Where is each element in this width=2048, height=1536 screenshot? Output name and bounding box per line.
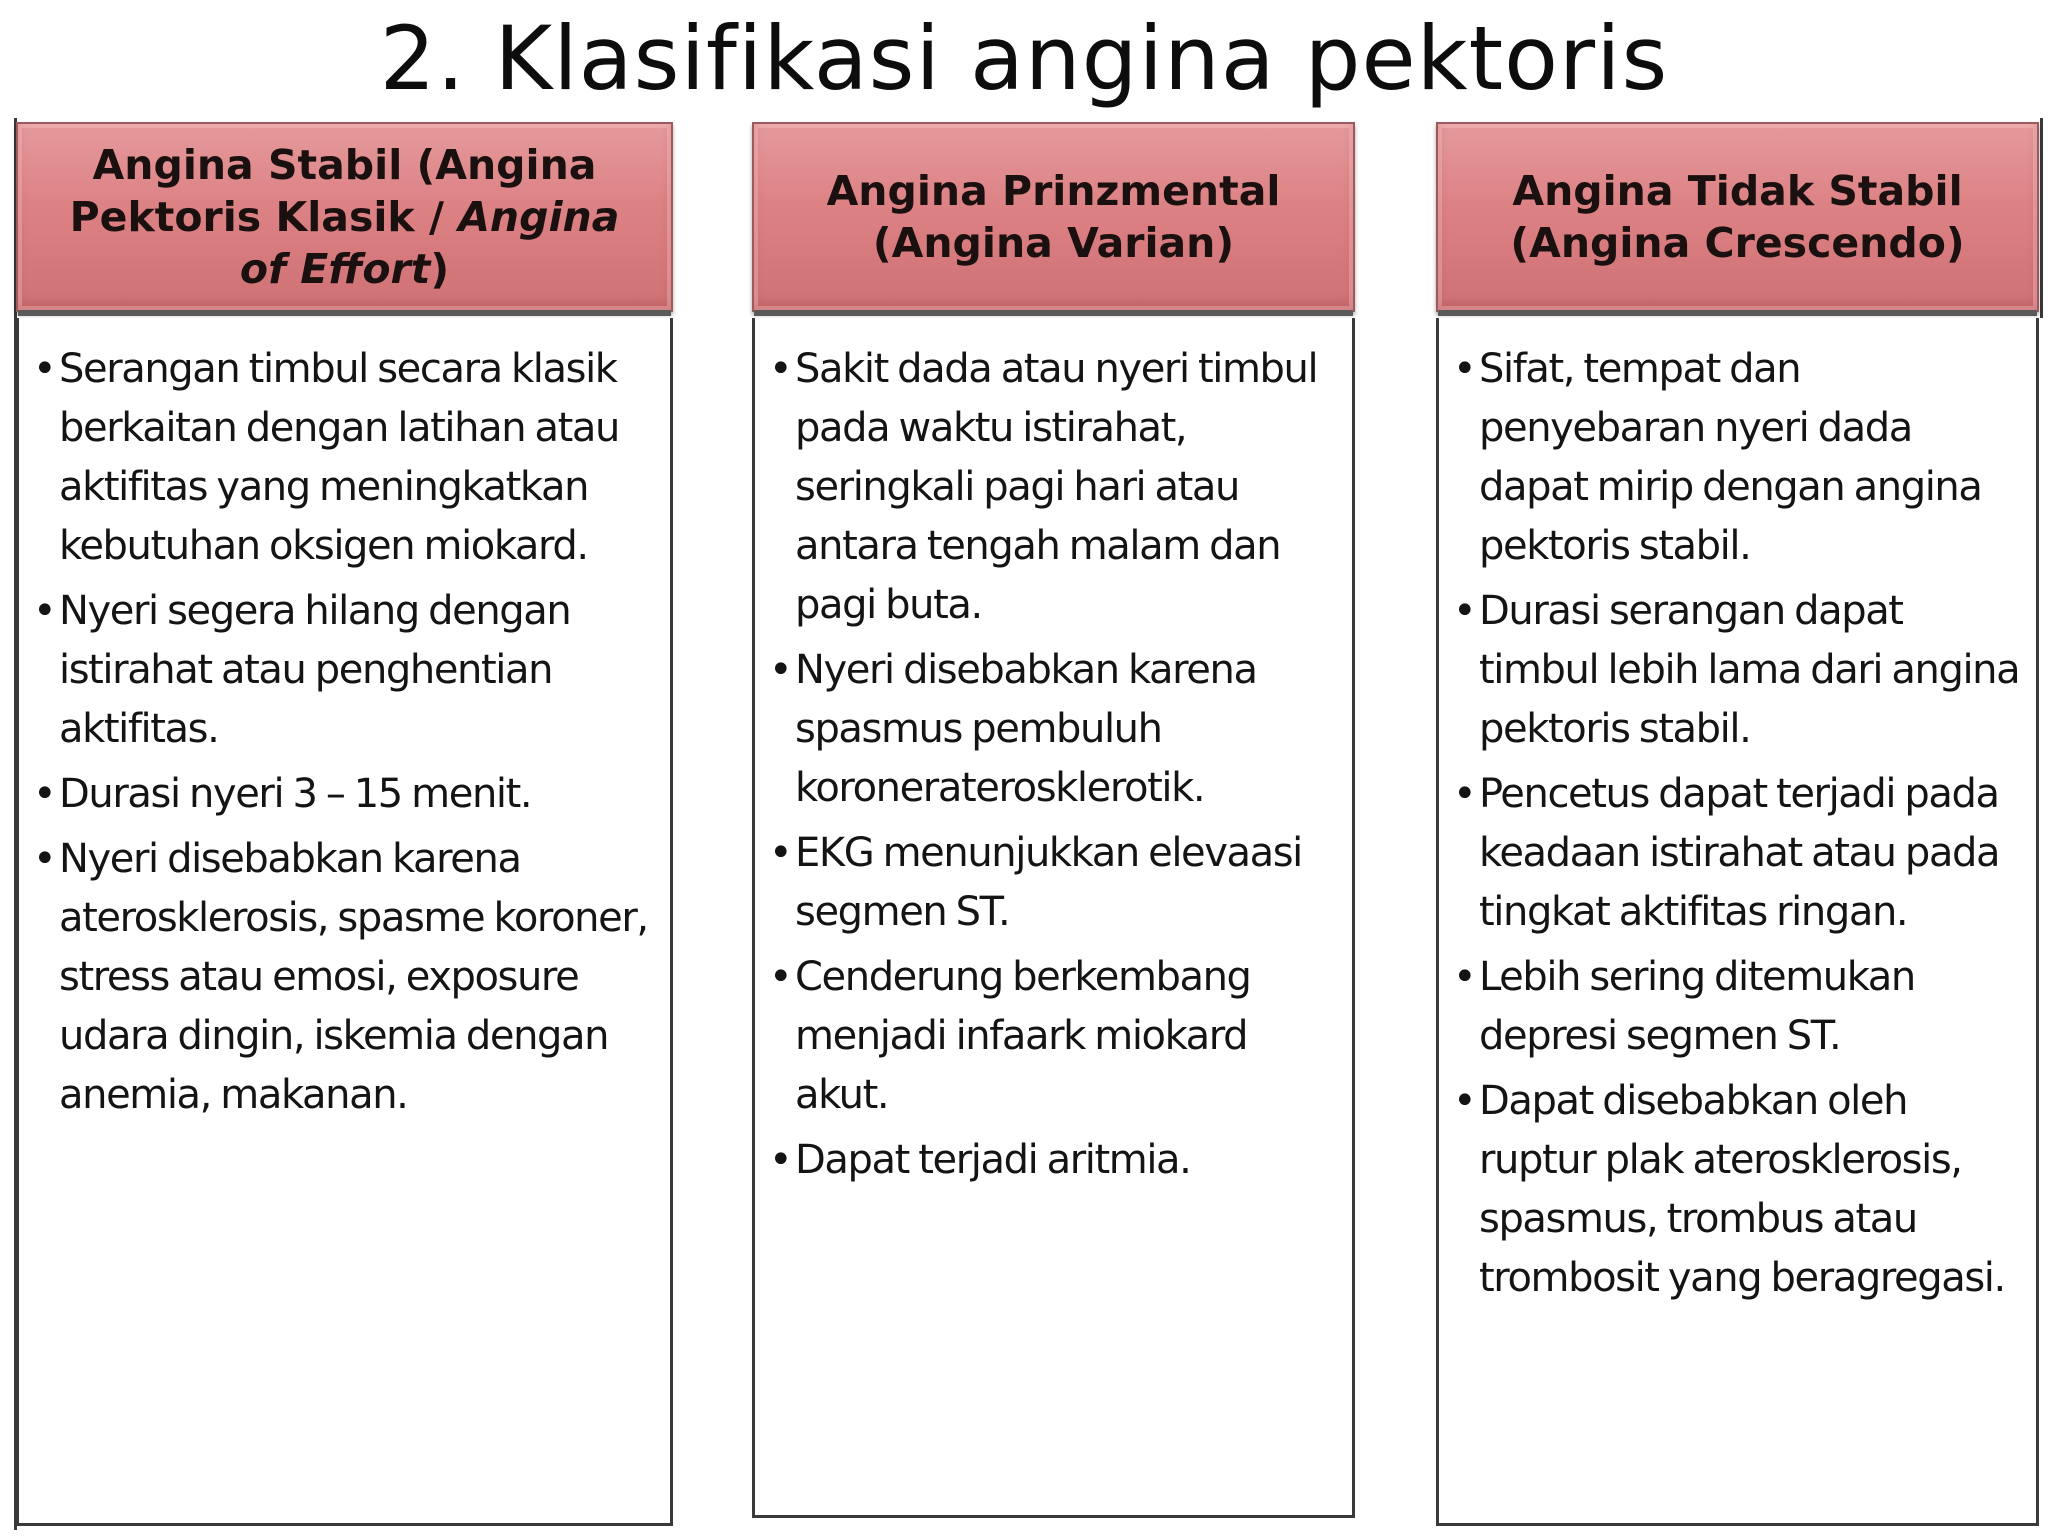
list-item: • Nyeri disebabkan karena aterosklerosis, spasme koroner, stress atau emosi, exposure udara dingin, iskemia dengan anemia, makanan. (33, 830, 660, 1125)
column-header (752, 122, 1355, 312)
bullet-list (33, 340, 660, 1125)
list-item: • Cenderung berkembang menjadi infaark miokard akut. (769, 948, 1342, 1125)
bullet-list (769, 340, 1342, 1190)
column-header (16, 122, 673, 312)
header-text-italic: Angina of Effort (239, 193, 620, 293)
list-item: • Durasi nyeri 3 – 15 menit. (33, 765, 660, 824)
column-header (1436, 122, 2039, 312)
list-item: • Sakit dada atau nyeri timbul pada waktu istirahat, seringkali pagi hari atau antara tengah malam dan pagi buta. (769, 340, 1342, 635)
bullet-list (1453, 340, 2026, 1308)
list-item: • Dapat disebabkan oleh ruptur plak aterosklerosis, spasmus, trombus atau trombosit yang beragregasi. (1453, 1072, 2026, 1308)
right-divider-line (2040, 118, 2043, 318)
header-text-end: ) (430, 245, 450, 293)
column-angina-tidak-stabil (1436, 122, 2039, 1526)
list-item: • Pencetus dapat terjadi pada keadaan istirahat atau pada tingkat aktifitas ringan. (1453, 765, 2026, 942)
list-item: • Durasi serangan dapat timbul lebih lama dari angina pektoris stabil. (1453, 582, 2026, 759)
list-item: • Serangan timbul secara klasik berkaitan dengan latihan atau aktifitas yang meningkatkan kebutuhan oksigen miokard. (33, 340, 660, 576)
slide-title: 2. Klasifikasi angina pektoris (379, 7, 1669, 110)
list-item: • Dapat terjadi aritmia. (769, 1131, 1342, 1190)
column-angina-prinzmental (752, 122, 1355, 1518)
column-header-text: Angina Prinzmental (Angina Varian) (826, 167, 1281, 267)
list-item: • EKG menunjukkan elevaasi segmen ST. (769, 824, 1342, 942)
list-item: • Nyeri segera hilang dengan istirahat atau penghentian aktifitas. (33, 582, 660, 759)
column-header-text: Angina Tidak Stabil (Angina Crescendo) (1510, 167, 1965, 267)
list-item: • Sifat, tempat dan penyebaran nyeri dada dapat mirip dengan angina pektoris stabil. (1453, 340, 2026, 576)
header-text-regular: Angina Stabil (Angina Pektoris Klasik / (69, 141, 597, 241)
column-body (16, 318, 673, 1526)
column-angina-stabil (16, 122, 673, 1526)
column-header-text (40, 139, 649, 295)
list-item: • Nyeri disebabkan karena spasmus pembuluh koroneraterosklerotik. (769, 641, 1342, 818)
column-body (752, 318, 1355, 1518)
list-item: • Lebih sering ditemukan depresi segmen ST. (1453, 948, 2026, 1066)
column-body (1436, 318, 2039, 1526)
